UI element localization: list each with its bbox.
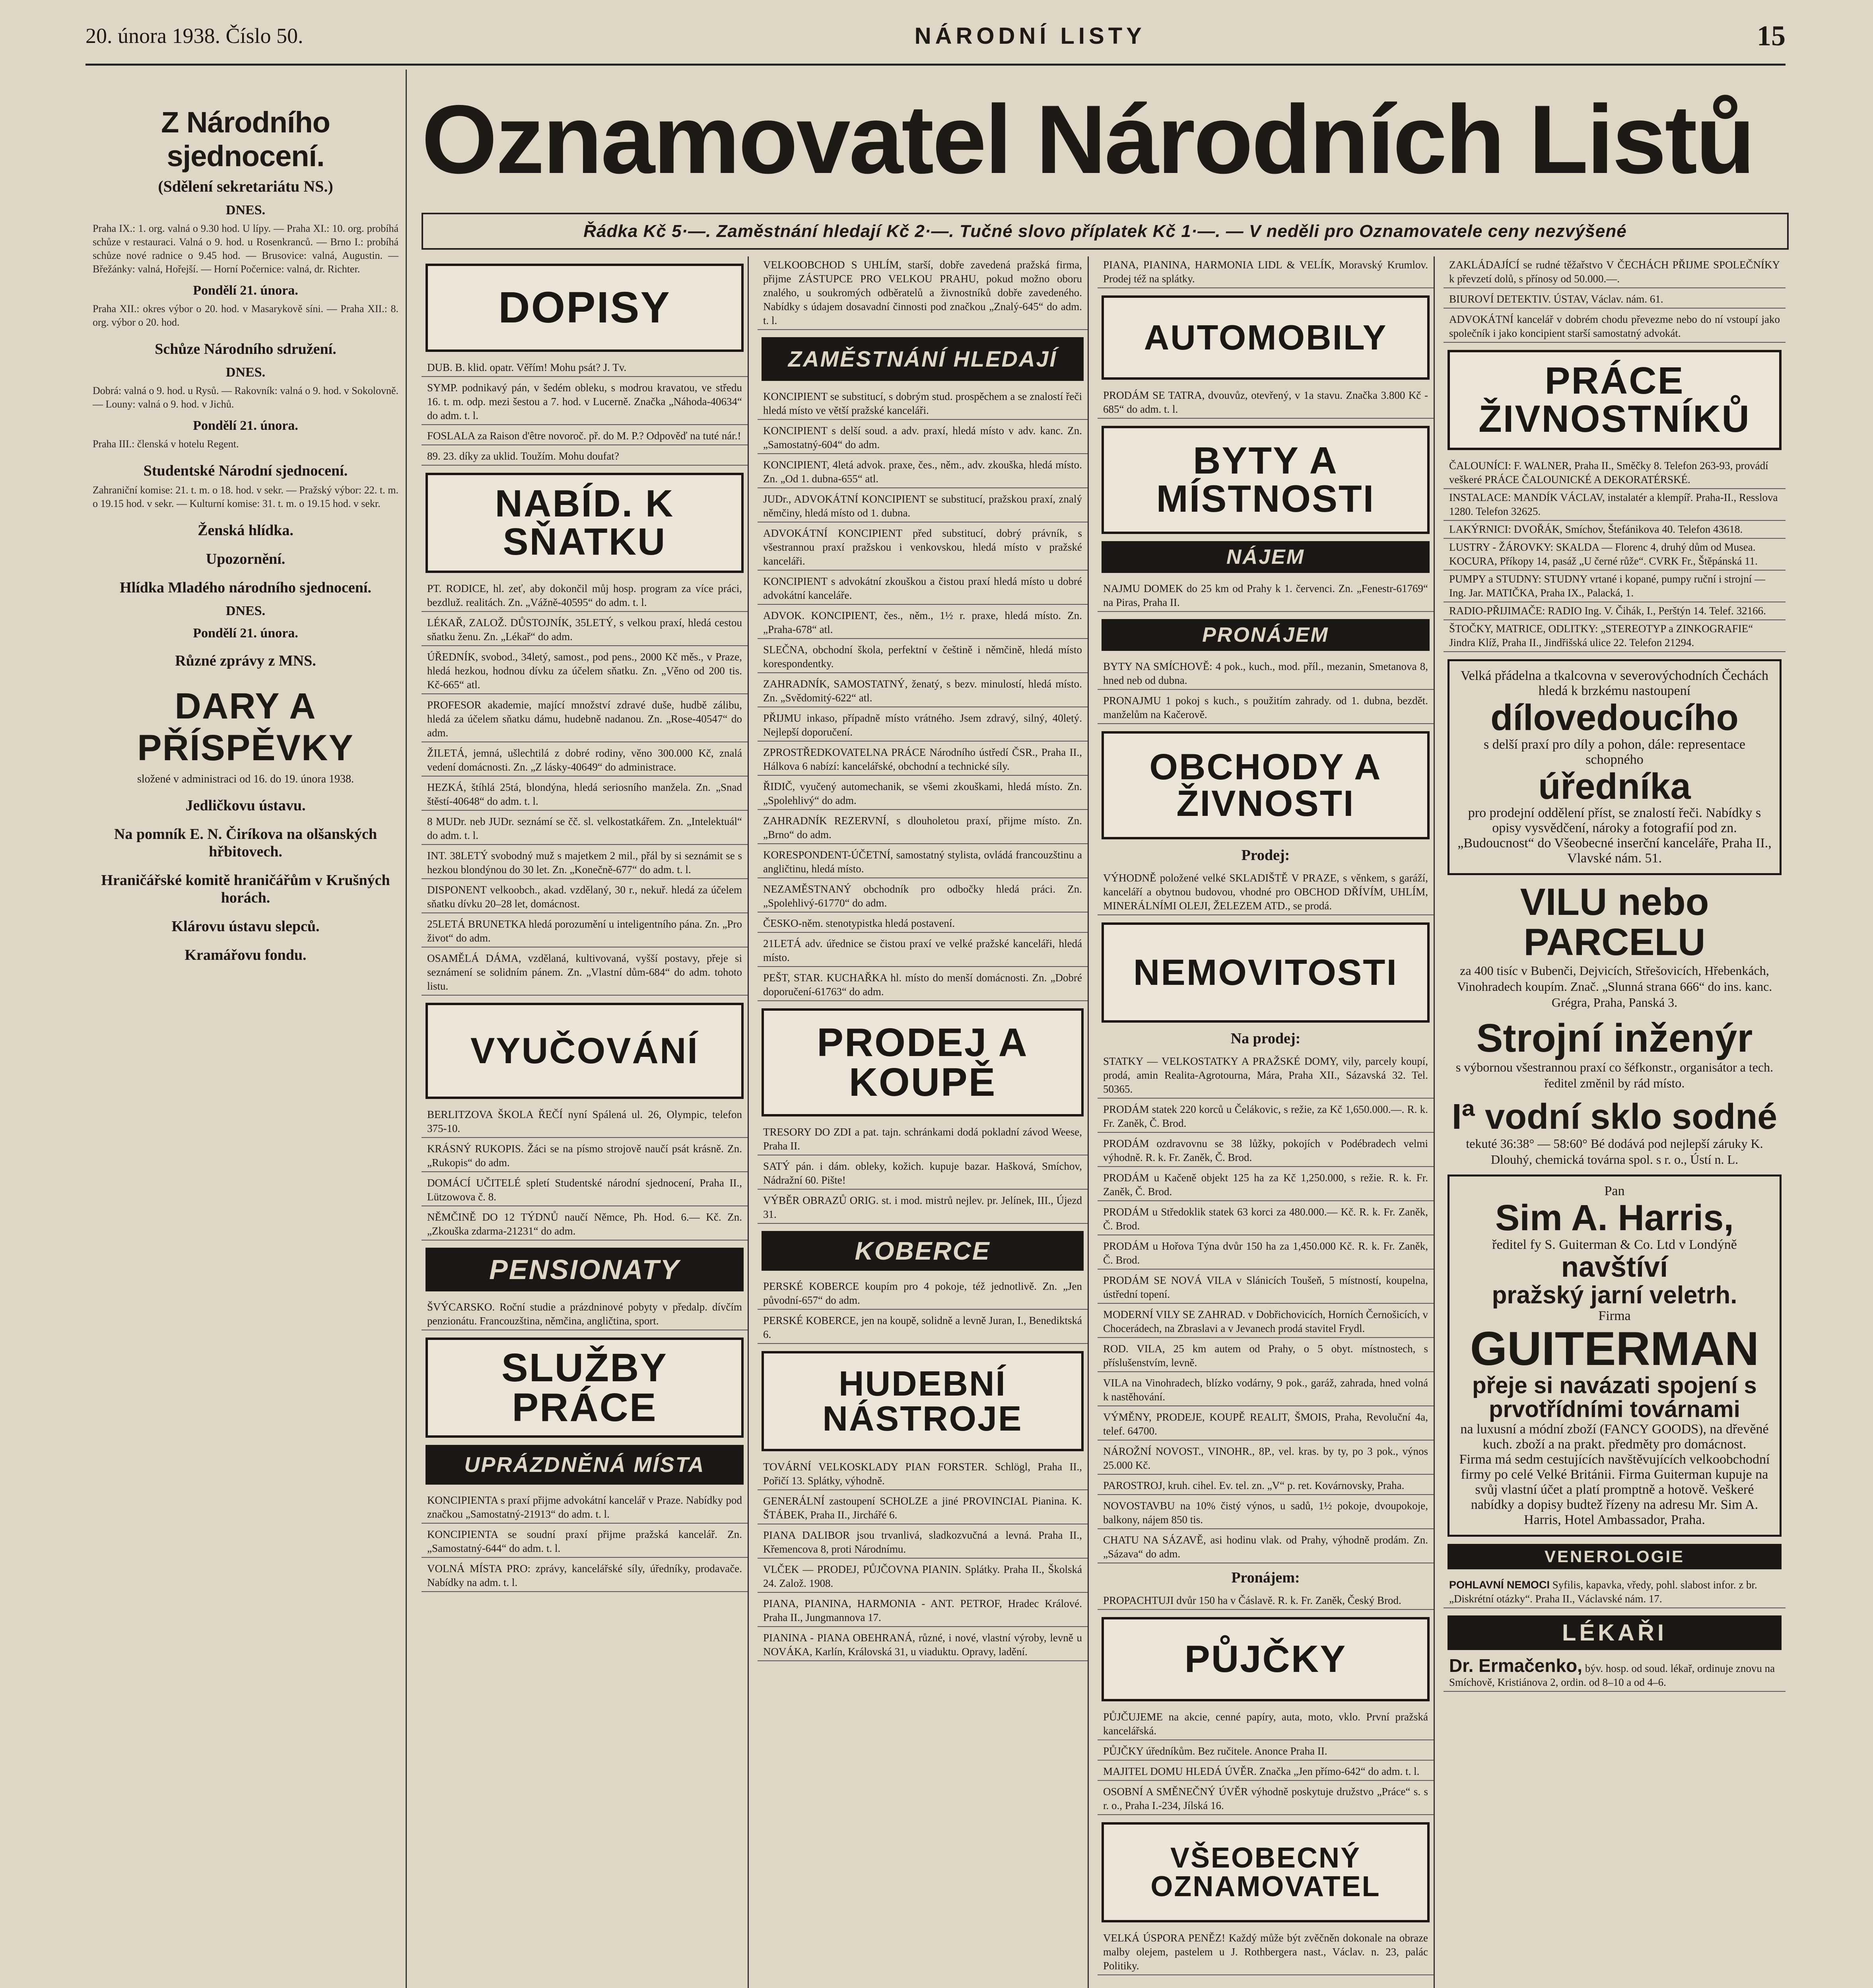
- trade-listing: LAKÝRNICI: DVOŘÁK, Smíchov, Štefánikova 40. Telefon 43618.: [1444, 521, 1786, 539]
- classified-ad: PŮJČKY úředníkům. Bez ručitele. Anonce Praha II.: [1098, 1743, 1434, 1761]
- section-heading: Na pomník E. N. Čiríkova na olšanských hřbitovech.: [114, 826, 377, 860]
- section-heading: Upozornění.: [206, 551, 286, 567]
- classified-ad: JUDr., ADVOKÁTNÍ KONCIPIENT se substitucí, pražskou praxí, znalý němčiny, hledá místo od 1. dubna.: [758, 491, 1088, 522]
- header-rule: [85, 64, 1786, 66]
- classified-ad: KONCIPIENT, 4letá advok. praxe, čes., něm., adv. zkouška, hledá místo. Zn. „Od 1. dubna-655“ atl.: [758, 456, 1088, 488]
- dary-title: DARY A PŘÍSPĚVKY: [137, 686, 354, 768]
- section-header-prace-zivnostniku: PRÁCE ŽIVNOSTNÍKŮ: [1447, 350, 1782, 450]
- box-headline: úředníka: [1538, 766, 1691, 807]
- section-header-zamestnani: ZAMĚSTNÁNÍ HLEDAJÍ: [762, 337, 1084, 381]
- classified-ad: PRODÁM ozdravovnu se 38 lůžky, pokojích v Podébradech velmi výhodně. R. k. Fr. Zaněk, Č. Brod.: [1098, 1135, 1434, 1167]
- section-header-byty: BYTY A MÍSTNOSTI: [1102, 426, 1430, 534]
- left-subtitle: (Sdělení sekretariátu NS.): [158, 177, 333, 195]
- paper-name: NÁRODNÍ LISTY: [914, 23, 1146, 49]
- classified-ad: ADVOKÁTNÍ kancelář v dobrém chodu převezme nebo do ní vstoupí jako společník i jako koncipient starší samostatný advokát.: [1444, 311, 1786, 343]
- day-heading: DNES.: [225, 604, 266, 618]
- classified-ad: ŘIDIČ, vyučený automechanik, se všemi zkouškami, hledá místo. Zn. „Spolehlivý“ do adm.: [758, 778, 1088, 810]
- classified-ad: KONCIPIENT se substitucí, s dobrým stud. prospěchem a se znalostí řeči hledá místo ve větší pražské kanceláři.: [758, 388, 1088, 420]
- classified-ad: ZAKLÁDAJÍCÍ se rudné těžařstvo V ČECHÁCH PŘIJME SPOLEČNÍKY k převzetí dolů, s přínosy od 50.000.—.: [1444, 256, 1786, 288]
- classified-ad: VÝMĚNY, PRODEJE, KOUPĚ REALIT, ŠMOIS, Praha, Revoluční 4a, telef. 64700.: [1098, 1409, 1434, 1441]
- day-heading: Pondělí 21. února.: [193, 626, 298, 641]
- classified-ad: PRODÁM u Středoklik statek 63 korci za 480.000.— Kč. R. k. Fr. Zaněk, Č. Brod.: [1098, 1204, 1434, 1235]
- classified-ad: PROFESOR akademie, mající množství zdravé duše, hudbě zálibu, hledá za účelem sňatku dámu, hudebně nadanou. Zn. „Rose-40547“ do adm.: [422, 697, 748, 742]
- classified-ad: SLEČNA, obchodní škola, perfektní v češtině i němčině, hledá místo korespondentky.: [758, 641, 1088, 673]
- section-header-automobily: AUTOMOBILY: [1102, 295, 1430, 380]
- classified-ad: KONCIPIENTA se soudní praxí přijme pražská kancelář. Zn. „Samostatný-644“ do adm. t. l.: [422, 1526, 748, 1558]
- strojni-ad: [1447, 1017, 1782, 1091]
- classified-ad: PIANA, PIANINA, HARMONIA LIDL & VELÍK, Moravský Krumlov. Prodej též na splátky.: [1098, 256, 1434, 288]
- strojni-text: s výbornou všestrannou praxí co šéfkonstr., organisátor a tech. ředitel změnil by rád místo.: [1455, 1060, 1774, 1090]
- vila-text: za 400 tisíc v Bubenči, Dejvicích, Střešovicích, Hřebenkách, Vinohradech koupím. Znač. „Slunná strana 666“ do ins. kanc. Grégra, Praha, Panská 3.: [1457, 963, 1772, 1010]
- classified-ad: BYTY NA SMÍCHOVĚ: 4 pok., kuch., mod. příl., mezanin, Smetanova 8, hned neb od dubna.: [1098, 658, 1434, 690]
- article-text: Zahraniční komise: 21. t. m. o 18. hod. v sekr. — Pražský výbor: 22. t. m. o 19.15 hod. v sekr. — Kulturní komise: 31. t. m. o 19.15 hod. v sekr.: [93, 484, 398, 509]
- section-heading: Studentské Národní sjednocení.: [143, 462, 348, 479]
- harris-ad: [1447, 1175, 1782, 1537]
- box-middle: s delší praxí pro díly a pohon, dále: representace schopného: [1483, 737, 1746, 767]
- article-text: Praha IX.: 1. org. valná o 9.30 hod. U lípy. — Praha XI.: 10. org. probíhá schůze v restauraci. Valná o 9. hod. u Rosenkranců. — Brno I.: probíhá schůze nové radnice o 9.45 hod. — Brusovice: valná, Augustin. — Břežánky: valná, Hořejší. — Horní Počernice: valná, dr. Richter.: [93, 223, 398, 275]
- section-header-vseobecny: VŠEOBECNÝ OZNAMOVATEL: [1102, 1822, 1430, 1922]
- left-column: [85, 70, 407, 1988]
- trade-listing: ŠTOČKY, MATRICE, ODLITKY: „STEREOTYP a ZINKOGRAFIE“ Jindra Klíž, Praha II., Jindřišská ulice 22. Telefon 21294.: [1444, 620, 1786, 652]
- trade-listing: RADIO-PŘIJIMAČE: RADIO Ing. V. Čihák, I., Perštýn 14. Telef. 32166.: [1444, 602, 1786, 620]
- section-heading: Klárovu ústavu slepců.: [171, 918, 320, 935]
- classified-ad: KORESPONDENT-ÚČETNÍ, samostatný stylista, ovládá francouzštinu a angličtinu, hledá místo.: [758, 846, 1088, 878]
- section-header-prodej: PRODEJ A KOUPĚ: [762, 1008, 1084, 1116]
- classified-ad: 89. 23. díky za uklid. Toužím. Mohu doufat?: [422, 448, 748, 466]
- sklo-text: tekuté 36:38° — 58:60° Bé dodává pod nejlepší záruky K. Dlouhý, chemická továrna spol. s r. o., Ústí n. L.: [1466, 1136, 1763, 1167]
- pohlavni-title: POHLAVNÍ NEMOCI: [1449, 1579, 1550, 1591]
- section-header-sluzby: SLUŽBY PRÁCE: [426, 1338, 744, 1438]
- section-header-nemovitosti: NEMOVITOSTI: [1102, 922, 1430, 1023]
- classified-ad: PRODÁM statek 220 korců u Čelákovic, s režie, za Kč 1,650.000.—. R. k. Fr. Zaněk, Č. Brod.: [1098, 1101, 1434, 1133]
- lekari-header: LÉKAŘI: [1447, 1615, 1782, 1650]
- box-intro: Velká přádelna a tkalcovna v severovýchodních Čechách hledá k brzkému nastoupení: [1460, 668, 1769, 698]
- classified-ad: TRESORY DO ZDI a pat. tajn. schránkami dodá pokladní závod Weese, Praha II.: [758, 1124, 1088, 1155]
- classified-ad: ZAHRADNÍK REZERVNÍ, s dlouholetou praxí, přijme místo. Zn. „Brno“ do adm.: [758, 812, 1088, 844]
- classified-ad: NAJMU DOMEK do 25 km od Prahy k 1. červenci. Zn. „Fenestr-61769“ na Piras, Praha II.: [1098, 580, 1434, 612]
- classified-ad: 8 MUDr. neb JUDr. seznámí se čč. sl. velkostatkářem. Zn. „Intelektuál“ do adm. t. l.: [422, 813, 748, 845]
- classified-ad: CHATU NA SÁZAVĚ, asi hodinu vlak. od Prahy, výhodně prodám. Zn. „Sázava“ do adm.: [1098, 1532, 1434, 1563]
- classified-ad: ČESKO-něm. stenotypistka hledá postavení.: [758, 915, 1088, 933]
- classified-ad: KONCIPIENT s advokátní zkouškou a čistou praxí hledá místo u dobré advokátní kanceláře.: [758, 573, 1088, 605]
- classified-ad: VELKÁ ÚSPORA PENĚZ! Každý může být zvěčněn dokonale na obraze malby olejem, pastelem u J. Rothbergera nast., Václav. n. 23, palác Politiky.: [1098, 1930, 1434, 1975]
- left-title: Z Národního sjednocení.: [161, 106, 330, 173]
- classified-ad: ADVOK. KONCIPIENT, čes., něm., 1½ r. praxe, hledá místo. Zn. „Praha-678“ atl.: [758, 607, 1088, 639]
- subheading: Na prodej:: [1230, 1030, 1301, 1047]
- classified-ad: KONCIPIENTA s praxí přijme advokátní kancelář v Praze. Nabídky pod značkou „Samostatný-21913“ do adm. t. l.: [422, 1492, 748, 1524]
- vila-title: VILU nebo PARCELU: [1520, 881, 1709, 963]
- classified-ad: PRODÁM u Hořova Týna dvůr 150 ha za 1,450.000 Kč. R. k. Fr. Zaněk, Č. Brod.: [1098, 1238, 1434, 1270]
- page-number: 15: [1757, 19, 1786, 52]
- job-box-ad: [1447, 659, 1782, 875]
- classified-ad: INT. 38LETÝ svobodný muž s majetkem 2 mil., přál by si seznámit se s hezkou blondýnou do 30 let. Zn. „Konečně-677“ do adm. t. l.: [422, 847, 748, 879]
- section-header-vyucovani: VYUČOVÁNÍ: [426, 1003, 744, 1099]
- classified-ad: NEZAMĚSTNANÝ obchodník pro odbočky hledá práci. Zn. „Spolehlivý-61770“ do adm.: [758, 881, 1088, 912]
- classified-ad: PŘIJMU inkaso, případně místo vrátného. Jsem zdravý, silný, 40letý. Nejlepší doporučení.: [758, 710, 1088, 742]
- box-headline: dílovedoucího: [1490, 697, 1739, 738]
- section-header-uprazdnena: UPRÁZDNĚNÁ MÍSTA: [426, 1445, 744, 1485]
- section-heading: Kramářovu fondu.: [185, 947, 307, 963]
- classified-ad: VÝHODNĚ položené velké SKLADIŠTĚ V PRAZE, s věnkem, s garáží, kanceláří a obytnou budovou, vhodné pro OBCHOD DŘÍVÍM, UHLÍM, MINERÁLNÍMI OLEJI, ŽELEZEM ATD., se prodá.: [1098, 870, 1434, 915]
- classified-ad: FOSLALA za Raison d'être novoroč. př. do M. P.? Odpověď na tuté nár.!: [422, 427, 748, 445]
- ads-column-3: [1098, 256, 1435, 1988]
- classified-ad: PIANINA - PIANA OBEHRANÁ, různé, i nové, vlastní výroby, levně u NOVÁKA, Karlín, Královská 31, u viaduktu. Opravy, ladění.: [758, 1629, 1088, 1661]
- classified-ad: PAROSTROJ, kruh. cihel. Ev. tel. zn. „V“ p. ret. Kovárnovsky, Praha.: [1098, 1477, 1434, 1495]
- section-heading: Různé zprávy z MNS.: [175, 652, 316, 669]
- dary-subtitle: složené v administraci od 16. do 19. února 1938.: [137, 773, 354, 785]
- section-header-obchody: OBCHODY A ŽIVNOSTI: [1102, 731, 1430, 839]
- pohlavni-ad: [1444, 1576, 1786, 1608]
- classified-ad: GENERÁLNÍ zastoupení SCHOLZE a jiné PROVINCIAL Pianina. K. ŠTÁBEK, Praha II., Jirchářé 6.: [758, 1493, 1088, 1524]
- classified-ad: OSOBNÍ A SMĚNEČNÝ ÚVĚR výhodně poskytuje družstvo „Práce“ s. s r. o., Praha I.-234, Jílská 16.: [1098, 1783, 1434, 1815]
- classified-ad: PT. RODICE, hl. zeť, aby dokončil můj hosp. program za více práci, bezdluž. realitách. Zn. „Vážně-40595“ do adm. t. l.: [422, 580, 748, 612]
- subheading: Prodej:: [1241, 847, 1290, 864]
- trade-listing: ČALOUNÍCI: F. WALNER, Praha II., Směčky 8. Telefon 263-93, provádí veškeré PRÁCE ČALOUNICKÉ A DEKORATÉRSKÉ.: [1444, 457, 1786, 489]
- section-header-pujcky: PŮJČKY: [1102, 1617, 1430, 1701]
- running-header: [85, 12, 1786, 60]
- classified-ad: LÉKAŘ, ZALOŽ. DŮSTOJNÍK, 35LETÝ, s velkou praxí, hledá cestou sňatku ženu. Zn. „Lékař“ do adm.: [422, 614, 748, 646]
- classified-ad: BERLITZOVA ŠKOLA ŘEČÍ nyní Spálená ul. 26, Olympic, telefon 375-10.: [422, 1106, 748, 1138]
- day-heading: Pondělí 21. února.: [193, 418, 298, 433]
- harris-sub: na luxusní a módní zboží (FANCY GOODS), na dřevěné kuch. zboží a na prakt. předměty pro domácnost.: [1460, 1422, 1769, 1452]
- classified-ad: PERSKÉ KOBERCE koupím pro 4 pokoje, též jednotlivě. Zn. „Jen původní-657“ do adm.: [758, 1278, 1088, 1310]
- ads-column-2: [758, 256, 1089, 1988]
- classified-ad: KRÁSNÝ RUKOPIS. Žáci se na písmo strojově naučí psát krásně. Zn. „Rukopis“ do adm.: [422, 1140, 748, 1172]
- trade-listing: LUSTRY - ŽÁROVKY: SKALDA — Florenc 4, druhý dům od Musea. KOCURA, Příkopy 14, pasáž „U černé růže“. CVRK Fr., Štěpánská 11.: [1444, 539, 1786, 571]
- classified-ad: KONCIPIENT s delší soud. a adv. praxí, hledá místo v adv. kanc. Zn. „Samostatný-604“ do adm.: [758, 422, 1088, 454]
- ermacenko-text: býv. hosp. od soud. lékař, ordinuje znovu na Smíchově, Kristiánova 2, ordin. od 8–10 a od 4–6.: [1449, 1662, 1775, 1689]
- ermacenko-name: Dr. Ermačenko,: [1449, 1655, 1582, 1676]
- classified-ad: 21LETÁ adv. úřednice se čistou praxí ve velké pražské kanceláři, hledá místo.: [758, 935, 1088, 967]
- classified-ad: PIANA, PIANINA, HARMONIA - ANT. PETROF, Hradec Králové. Praha II., Jungmannova 17.: [758, 1595, 1088, 1627]
- classified-ad: PEŠT, STAR. KUCHAŘKA hl. místo do menší domácnosti. Zn. „Dobré doporučení-61763“ do adm.: [758, 969, 1088, 1001]
- price-strip: Řádka Kč 5·—. Zaměstnání hledají Kč 2·—. Tučné slovo příplatek Kč 1·—. — V neděli pro Oznamovatele ceny nezvýšené: [422, 213, 1789, 250]
- issue-date: 20. února 1938. Číslo 50.: [85, 24, 303, 48]
- classified-ad: MAJITEL DOMU HLEDÁ ÚVĚR. Značka „Jen přímo-642“ do adm. t. l.: [1098, 1763, 1434, 1781]
- section-header-koberce: KOBERCE: [762, 1231, 1084, 1271]
- venerologie-header: VENEROLOGIE: [1447, 1544, 1782, 1569]
- classified-ad: BIUROVÍ DETEKTIV. ÚSTAV, Václav. nám. 61.: [1444, 291, 1786, 309]
- harris-veletrh: pražský jarní veletrh.: [1492, 1281, 1737, 1309]
- classified-ad: OSAMĚLÁ DÁMA, vzdělaná, kultivovaná, vyšší postavy, přeje si seznámení se solidním pánem. Zn. „Vlastní dům-684“ do adm. tohoto listu.: [422, 950, 748, 996]
- classified-ad: PŮJČUJEME na akcie, cenné papíry, auta, moto, vklo. První pražská kancelářská.: [1098, 1708, 1434, 1740]
- classified-ad: PRONAJMU 1 pokoj s kuch., s použitím zahrady. od 1. dubna, bezdět. manželům na Kačerově.: [1098, 692, 1434, 724]
- classified-ad: ZPROSTŘEDKOVATELNA PRÁCE Národního ústředí ČSR., Praha II., Hálkova 6 nabízí: kancelářské, obchodní a technické síly.: [758, 744, 1088, 776]
- classified-ad: VÝBĚR OBRAZŮ ORIG. st. i mod. mistrů nejlev. pr. Jelínek, III., Újezd 31.: [758, 1192, 1088, 1224]
- classified-ad: NOVOSTAVBU na 10% čistý výnos, u sadů, 1½ pokoje, dvoupokoje, balkony, nájem 850 tis.: [1098, 1497, 1434, 1529]
- classified-ad: ŠVÝCARSKO. Roční studie a prázdninové pobyty v předalp. dívčím penzionátu. Francouzština, němčina, angličtina, sport.: [422, 1299, 748, 1330]
- strojni-title: Strojní inženýr: [1476, 1015, 1753, 1060]
- day-heading: Pondělí 21. února.: [193, 283, 298, 298]
- harris-role: ředitel fy S. Guiterman & Co. Ltd v Londýně: [1492, 1237, 1737, 1252]
- harris-pan: Pan: [1604, 1184, 1625, 1199]
- harris-body: Firma má sedm cestujících navštěvujících velkoobchodní firmy po celé Velké Británii. Firma Guiterman kupuje na svůj vlastní účet a platí promptně a hotově. Veškeré nabídky a dopisy budtež řízeny na adresu Mr. Sim A. Harris, Hotel Ambassador, Praha.: [1459, 1452, 1770, 1528]
- harris-firma-label: Firma: [1598, 1308, 1631, 1323]
- classified-ad: ROD. VILA, 25 km autem od Prahy, o 5 obyt. místnostech, s příslušenstvím, levně.: [1098, 1340, 1434, 1372]
- classified-ad: STATKY — VELKOSTATKY A PRAŽSKÉ DOMY, vily, parcely koupí, prodá, amin Realita-Agrotourna, Mára, Praha XII., Sázavská 32. Tel. 50365.: [1098, 1053, 1434, 1099]
- box-footer: pro prodejní oddělení příst, se znalostí řeči. Nabídky s opisy vysvědčení, nároky a fotografií pod zn. „Budoucnost“ do Všeobecné inserční kanceláře, Praha II., Vlavské nám. 51.: [1457, 806, 1772, 866]
- classified-ad: NÁROŽNÍ NOVOST., VINOHR., 8P., vel. kras. by ty, po 3 pok., výnos 25.000 Kč.: [1098, 1443, 1434, 1475]
- sklo-ad: [1447, 1098, 1782, 1168]
- vila-ad: [1447, 882, 1782, 1010]
- ermacenko-ad: [1444, 1657, 1786, 1692]
- section-header-snatky: NABÍD. K SŇATKU: [426, 473, 744, 573]
- section-header-najem: NÁJEM: [1102, 541, 1430, 573]
- classified-ad: MODERNÍ VILY SE ZAHRAD. v Dobřichovicích, Horních Černošicích, v Chocerádech, na Zbraslavi a v Jevanech prodá stavitel Frydl.: [1098, 1306, 1434, 1338]
- trade-listing: PUMPY a STUDNY: STUDNY vrtané i kopané, pumpy ruční i strojní — Ing. Jar. MATIČKA, Praha IX., Palacká, 1.: [1444, 571, 1786, 602]
- article-text: Praha XII.: okres výbor o 20. hod. v Masarykově síni. — Praha XII.: 8. org. výbor o 20. hod.: [93, 303, 398, 328]
- section-header-hudebni: HUDEBNÍ NÁSTROJE: [762, 1351, 1084, 1451]
- pohlavni-text: Syfilis, kapavka, vředy, pohl. slabost infor. z br. „Diskrétní otázky“. Praha II., Václavské nám. 17.: [1449, 1579, 1757, 1605]
- classified-ad: VOLNÁ MÍSTA PRO: zprávy, kancelářské síly, úředníky, prodavače. Nabídky na adm. t. l.: [422, 1560, 748, 1592]
- classified-ad: NĚMČINĚ DO 12 TÝDNŮ naučí Němce, Ph. Hod. 6.— Kč. Zn. „Zkouška zdarma-21231“ do adm.: [422, 1209, 748, 1241]
- classified-ad: DISPONENT velkoobch., akad. vzdělaný, 30 r., nekuř. hledá za účelem sňatku dívku 20–28 let, domácnost.: [422, 881, 748, 913]
- harris-pitch: přeje si navázati spojení s prvotřídními továrnami: [1472, 1372, 1757, 1423]
- classified-ad: DOMÁCÍ UČITELÉ spletí Studentské národní sjednocení, Praha II., Lützowova č. 8.: [422, 1175, 748, 1206]
- section-heading: Jedličkovu ústavu.: [185, 797, 306, 814]
- classified-ad: ZAHRADNÍK, SAMOSTATNÝ, ženatý, s bezv. minulostí, hledá místo. Zn. „Svědomitý-622“ atl.: [758, 676, 1088, 707]
- classified-ad: ADVOKÁTNÍ KONCIPIENT před substitucí, dobrý právník, s všestrannou praxí pražskou i venkovskou, hledá místo v pražské kanceláři.: [758, 525, 1088, 571]
- classified-ad: VILA na Vinohradech, blízko vodárny, 9 pok., garáž, zahrada, hned volná k nastěhování.: [1098, 1375, 1434, 1406]
- article-text: Dobrá: valná o 9. hod. u Rysů. — Rakovník: valná o 9. hod. v Sokolovně. — Louny: valná o 9. hod. v Jichů.: [93, 385, 398, 410]
- day-heading: DNES.: [225, 203, 266, 217]
- classified-ad: PRODÁM SE NOVÁ VILA v Slánicích Toušeň, 5 místností, koupelna, ústřední topení.: [1098, 1272, 1434, 1304]
- section-heading: Hraničářské komitě hraničářům v Krušných horách.: [101, 872, 390, 906]
- section-heading: Hlídka Mladého národního sjednocení.: [120, 579, 371, 596]
- article-text: Praha III.: členská v hotelu Regent.: [93, 438, 239, 450]
- section-header-dopisy: DOPISY: [426, 264, 744, 352]
- banner-title: Oznamovatel Národních Listů: [422, 85, 1754, 194]
- section-header-pronajem: PRONÁJEM: [1102, 619, 1430, 651]
- subheading: Pronájem:: [1231, 1569, 1300, 1586]
- classified-ad: ŽILETÁ, jemná, ušlechtilá z dobré rodiny, věno 300.000 Kč, znalá vedení domácnosti. Zn. „Z lásky-40649“ do administrace.: [422, 745, 748, 777]
- classified-ad: PIANA DALIBOR jsou trvanlivá, sladkozvučná a levná. Praha II., Křemencova 8, proti Národnímu.: [758, 1527, 1088, 1559]
- classified-ad: PERSKÉ KOBERCE, jen na koupě, solidně a levně Juran, I., Benediktská 6.: [758, 1312, 1088, 1344]
- oznamovatel-banner: [422, 80, 1786, 203]
- classified-ad: PROPACHTUJI dvůr 150 ha v Čáslavě. R. k. Fr. Zaněk, Český Brod.: [1098, 1592, 1434, 1610]
- classified-ad: ÚŘEDNÍK, svobod., 34letý, samost., pod pens., 2000 Kč měs., v Praze, hledá hezkou, hodnou dívku za účelem sňatku. Zn. „Věno od 200 tis. Kč-665“ atl.: [422, 648, 748, 694]
- harris-name: Sim A. Harris,: [1495, 1198, 1734, 1239]
- classified-ad: VLČEK — PRODEJ, PŮJČOVNA PIANIN. Splátky. Praha II., Školská 24. Založ. 1908.: [758, 1561, 1088, 1593]
- section-heading: Ženská hlídka.: [198, 522, 293, 539]
- classified-ad: 25LETÁ BRUNETKA hledá porozumění u inteligentního pána. Zn. „Pro život“ do adm.: [422, 916, 748, 947]
- ads-column-1: [422, 256, 749, 1988]
- harris-firm-name: GUITERMAN: [1470, 1322, 1759, 1375]
- section-header-pensionaty: PENSIONATY: [426, 1248, 744, 1291]
- trade-listing: INSTALACE: MANDÍK VÁCLAV, instalatér a klempíř. Praha-II., Resslova 1280. Telefon 32625.: [1444, 489, 1786, 521]
- ads-column-4: [1444, 256, 1786, 1988]
- section-heading: Schůze Národního sdružení.: [155, 341, 336, 357]
- classified-ad: VELKOOBCHOD S UHLÍM, starší, dobře zavedená pražská firma, přijme ZÁSTUPCE PRO VELKOU PRAHU, pokud možno oboru znalého, u soukromých odběratelů a živnostníků dobře zavedeného. Nabídky s údajem dosavadní činnosti pod značkou „Znalý-645“ do adm. t. l.: [758, 256, 1088, 330]
- classified-ad: DUB. B. klid. opatr. Věřím! Mohu psát? J. Tv.: [422, 359, 748, 377]
- day-heading: DNES.: [225, 365, 266, 380]
- classified-ad: PRODÁM SE TATRA, dvouvůz, otevřený, v 1a stavu. Značka 3.800 Kč - 685“ do adm. t. l.: [1098, 387, 1434, 419]
- harris-navstivi: navštíví: [1561, 1251, 1668, 1283]
- sklo-title: Iª vodní sklo sodné: [1451, 1097, 1778, 1137]
- classified-ad: SYMP. podnikavý pán, v šedém obleku, s modrou kravatou, ve středu 16. t. m. odp. mezi šestou a 7. hod. v Lucerně. Značka „Náhoda-40634“ do adm. t. l.: [422, 379, 748, 425]
- classified-ad: HEZKÁ, štíhlá 25tá, blondýna, hledá seriosního manžela. Zn. „Snad štěstí-40648“ do adm. t. l.: [422, 779, 748, 811]
- classified-ad: TOVÁRNÍ VELKOSKLADY PIAN FORSTER. Schlögl, Praha II., Pořičí 13. Splátky, výhodně.: [758, 1458, 1088, 1490]
- classified-ad: PRODÁM u Kačeně objekt 125 ha za Kč 1,250.000, s režie. R. k. Fr. Zaněk, Č. Brod.: [1098, 1169, 1434, 1201]
- classified-ad: SATÝ pán. i dám. obleky, kožich. kupuje bazar. Hašková, Smíchov, Nádražní 60. Pište!: [758, 1158, 1088, 1190]
